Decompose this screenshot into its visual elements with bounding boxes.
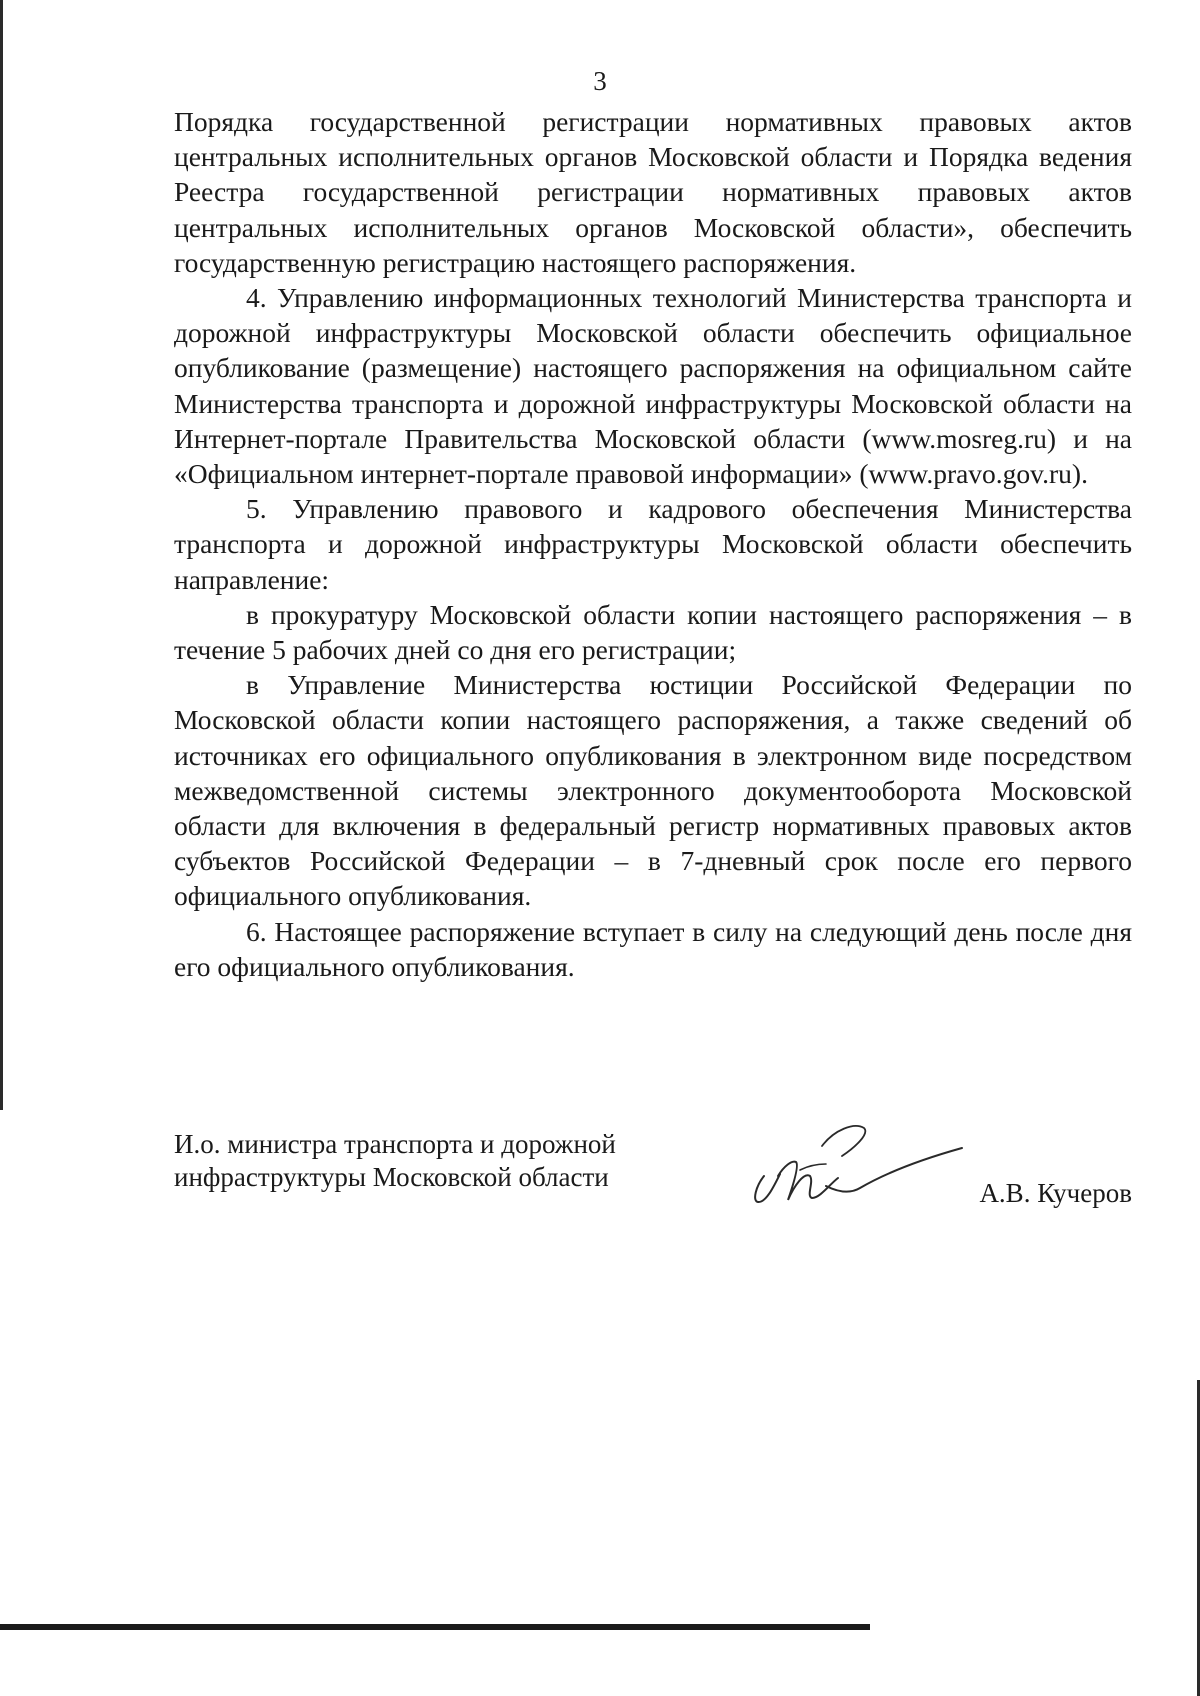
scan-edge-left (0, 0, 3, 1110)
paragraph-item-4: 4. Управлению информационных технологий Министерства транспорта и дорожной инфраструктуры Московской области обеспечить официальное опубликование (размещение) настоящего распоряжения на официальном сайте Министерства транспорта и дорожной инфраструктуры Московской области на Интернет-портале Правительства Московской области (www.mosreg.ru) и на «Официальном интернет-портале правовой информации» (www.pravo.gov.ru). (174, 282, 1132, 490)
paragraph-item-5: 5. Управлению правового и кадрового обеспечения Министерства транспорта и дорожной инфраструктуры Московской области обеспечить направление: (174, 493, 1132, 595)
signer-title (174, 1128, 674, 1194)
page-number: 3 (593, 66, 607, 96)
signer-name: А.В. Кучеров (979, 1178, 1132, 1208)
handwritten-signature (734, 1116, 984, 1226)
signer-title-line-2: инфраструктуры Московской области (174, 1162, 609, 1192)
paragraph-item-5-sub-1: в прокуратуру Московской области копии настоящего распоряжения – в течение 5 рабочих дней со дня его регистрации; (174, 598, 1132, 666)
paragraph-continuation: Порядка государственной регистрации нормативных правовых актов центральных исполнительных органов Московской области и Порядка ведения Реестра государственной регистрации нормативных правовых актов центральных исполнительных органов Московской области», обеспечить государственную регистрацию настоящего распоряжения. (174, 106, 1132, 278)
signature-block (174, 1128, 1132, 1248)
scan-bottom-line (0, 1624, 870, 1630)
document-body (174, 104, 1132, 984)
signer-title-line-1: И.о. министра транспорта и дорожной (174, 1129, 616, 1159)
paragraph-item-6: 6. Настоящее распоряжение вступает в силу на следующий день после дня его официального опубликования. (174, 915, 1132, 982)
paragraph-item-5-sub-2: в Управление Министерства юстиции Российской Федерации по Московской области копии настоящего распоряжения, а также сведений об источниках его официального опубликования в электронном виде посредством межведомственной системы электронного документооборота Московской области для включения в федеральный регистр нормативных правовых актов субъектов Российской Федерации – в 7-дневный срок после его первого официального опубликования. (174, 669, 1132, 912)
